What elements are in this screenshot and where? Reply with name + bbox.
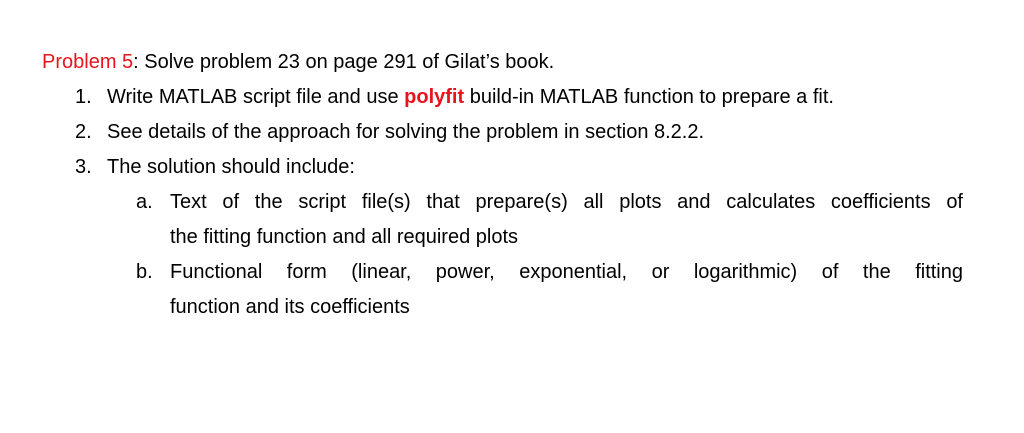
step-text-after: build-in MATLAB function to prepare a fit. — [464, 86, 834, 108]
step-text-before: Write MATLAB script file and use — [107, 86, 405, 108]
problem-colon: : — [133, 51, 139, 73]
step-number: 2. — [75, 121, 92, 143]
substep-text-line: Text of the script file(s) that prepare(s) all plots and calculates coefficients of — [170, 191, 963, 213]
step-text: The solution should include: — [107, 156, 355, 178]
substep-text-line: Functional form (linear, power, exponential, or logarithmic) of the fitting — [170, 261, 963, 283]
substep-text-line: the fitting function and all required plots — [170, 226, 518, 248]
problem-description: Solve problem 23 on page 291 of Gilat’s book. — [138, 51, 555, 73]
problem-heading — [42, 48, 554, 76]
step-number: 3. — [75, 156, 92, 178]
substep-letter: b. — [136, 261, 153, 283]
step-text — [107, 83, 834, 111]
problem-label: Problem 5 — [42, 51, 134, 73]
polyfit-keyword: polyfit — [404, 86, 465, 108]
step-text: See details of the approach for solving the problem in section 8.2.2. — [107, 121, 705, 143]
step-number: 1. — [75, 86, 92, 108]
substep-text-line: function and its coefficients — [170, 296, 410, 318]
substep-letter: a. — [136, 191, 153, 213]
